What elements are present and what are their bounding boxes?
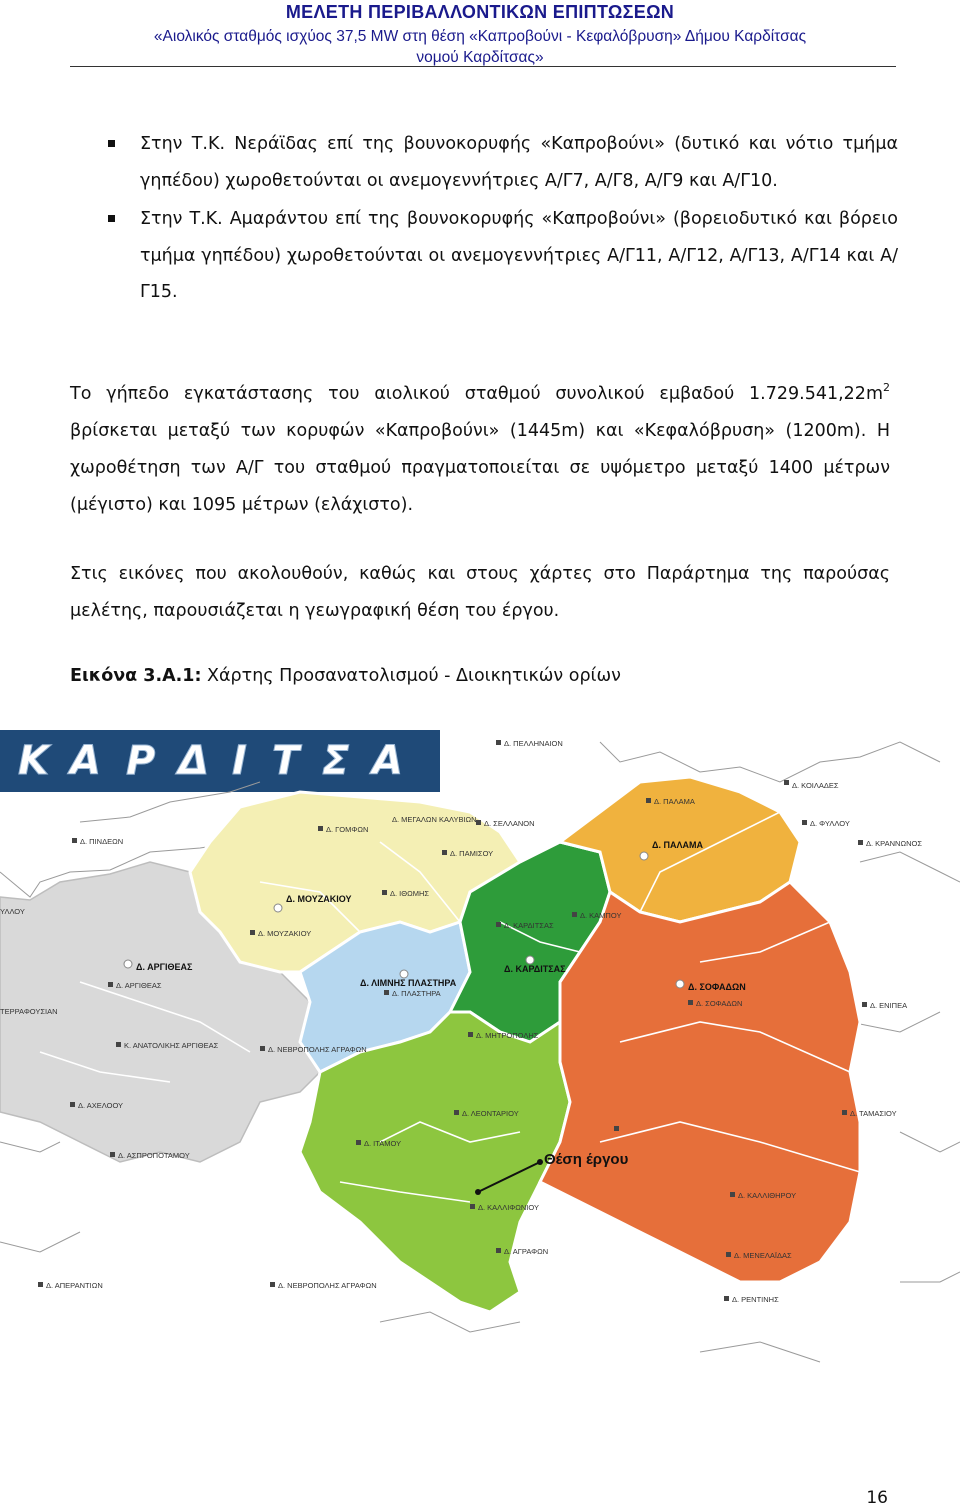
village-marker-icon bbox=[116, 1042, 121, 1047]
village-marker-icon bbox=[470, 1204, 475, 1209]
banner-letter: Α bbox=[372, 738, 403, 784]
map-label: ΥΛΛΟΥ bbox=[0, 907, 25, 916]
map-main-label: Δ. ΚΑΡΔΙΤΣΑΣ bbox=[504, 964, 566, 974]
banner-letter: Σ bbox=[322, 738, 350, 784]
village-marker-icon bbox=[614, 1126, 619, 1131]
village-marker-icon bbox=[646, 798, 651, 803]
map-main-label: Δ. ΑΡΓΙΘΕΑΣ bbox=[136, 962, 193, 972]
village-marker-icon bbox=[496, 740, 501, 745]
bullet-text: Στην Τ.Κ. Νεράϊδας επί της βουνοκορυφής «Καπροβούνι» (δυτικό και νότιο τμήμα γηπέδου) χωροθετούνται οι ανεμογεννήτριες Α/Γ7, Α/Γ8, Α/Γ9 και Α/Γ10. bbox=[140, 134, 898, 191]
map-label: Δ. ΑΣΠΡΟΠΟΤΑΜΟΥ bbox=[118, 1151, 190, 1160]
town-marker-icon bbox=[124, 960, 132, 968]
map-main-label: Δ. ΜΟΥΖΑΚΙΟΥ bbox=[286, 894, 352, 904]
map-label: Δ. ΠΑΛΑΜΑ bbox=[654, 797, 695, 806]
map-label: Δ. ΚΟΙΛΑΔΕΣ bbox=[792, 781, 839, 790]
village-marker-icon bbox=[468, 1032, 473, 1037]
square-bullet-icon bbox=[108, 140, 115, 147]
village-marker-icon bbox=[496, 1248, 501, 1253]
paragraph-site-area bbox=[70, 376, 890, 524]
document-subtitle-line1: «Αιολικός σταθμός ισχύος 37,5 MW στη θέση «Καπροβούνι - Κεφαλόβρυση» Δήμου Καρδίτσας bbox=[153, 28, 807, 45]
square-bullet-icon bbox=[108, 215, 115, 222]
village-marker-icon bbox=[724, 1296, 729, 1301]
map-label: Δ. ΝΕΒΡΟΠΟΛΗΣ ΑΓΡΑΦΩΝ bbox=[268, 1045, 367, 1054]
town-marker-icon bbox=[526, 956, 534, 964]
village-marker-icon bbox=[382, 890, 387, 895]
village-marker-icon bbox=[784, 780, 789, 785]
project-pointer-dot-icon bbox=[537, 1159, 543, 1165]
village-marker-icon bbox=[496, 922, 501, 927]
map-label: Δ. ΠΛΑΣΤΗΡΑ bbox=[392, 989, 441, 998]
village-marker-icon bbox=[802, 820, 807, 825]
bullet-text: Στην Τ.Κ. Αμαράντου επί της βουνοκορυφής «Καπροβούνι» (βορειοδυτικό και βόρειο τμήμα γηπέδου) χωροθετούνται οι ανεμογεννήτριες Α/Γ11, Α/Γ12, Α/Γ13, Α/Γ14 και Α/Γ15. bbox=[140, 209, 898, 302]
region-sofades bbox=[540, 882, 860, 1282]
map-label: Δ. ΜΕΓΑΛΩΝ ΚΑΛΥΒΙΩΝ bbox=[392, 815, 477, 824]
village-marker-icon bbox=[70, 1102, 75, 1107]
map-label: Κ. ΑΝΑΤΟΛΙΚΗΣ ΑΡΓΙΘΕΑΣ bbox=[124, 1041, 219, 1050]
map-label: Δ. ΑΠΕΡΑΝΤΙΩΝ bbox=[46, 1281, 103, 1290]
map-label: Δ. ΣΟΦΑΔΩΝ bbox=[696, 999, 743, 1008]
map-label: Δ. ΚΑΡΔΙΤΣΑΣ bbox=[504, 921, 554, 930]
map-label: Δ. ΜΕΝΕΛΑΪΔΑΣ bbox=[734, 1251, 792, 1260]
village-marker-icon bbox=[688, 1000, 693, 1005]
village-marker-icon bbox=[842, 1110, 847, 1115]
map-main-label: Δ. ΣΟΦΑΔΩΝ bbox=[688, 982, 746, 992]
village-marker-icon bbox=[730, 1192, 735, 1197]
banner-letter: Ι bbox=[232, 738, 247, 784]
map-label: Δ. ΓΟΜΦΩΝ bbox=[326, 825, 369, 834]
village-marker-icon bbox=[250, 930, 255, 935]
document-title: ΜΕΛΕΤΗ ΠΕΡΙΒΑΛΛΟΝΤΙΚΩΝ ΕΠΙΠΤΩΣΕΩΝ bbox=[285, 2, 675, 22]
bullet-item bbox=[108, 201, 898, 311]
map-label: Δ. ΡΕΝΤΙΝΗΣ bbox=[732, 1295, 779, 1304]
map-label: Δ. ΠΑΜΙΣΟΥ bbox=[450, 849, 494, 858]
village-marker-icon bbox=[260, 1046, 265, 1051]
map-label: Δ. ΑΧΕΛΟΟΥ bbox=[78, 1101, 124, 1110]
map-label: Δ. ΚΡΑΝΝΩΝΟΣ bbox=[866, 839, 922, 848]
paragraph-text: Το γήπεδο εγκατάστασης του αιολικού σταθμού συνολικού εμβαδού 1.729.541,22m bbox=[70, 384, 883, 404]
map-label: Δ. ΚΑΛΛΙΦΩΝΙΟΥ bbox=[478, 1203, 539, 1212]
village-marker-icon bbox=[572, 912, 577, 917]
map-label: Δ. ΕΝΙΠΕΑ bbox=[870, 1001, 908, 1010]
village-marker-icon bbox=[726, 1252, 731, 1257]
map-label: Δ. ΑΓΡΑΦΩΝ bbox=[504, 1247, 549, 1256]
map-label: Δ. ΠΙΝΔΕΩΝ bbox=[80, 837, 124, 846]
village-marker-icon bbox=[270, 1282, 275, 1287]
village-marker-icon bbox=[858, 840, 863, 845]
bullet-list bbox=[108, 126, 898, 313]
village-marker-icon bbox=[110, 1152, 115, 1157]
map-label: Δ. ΝΕΒΡΟΠΟΛΗΣ ΑΓΡΑΦΩΝ bbox=[278, 1281, 377, 1290]
village-marker-icon bbox=[862, 1002, 867, 1007]
village-marker-icon bbox=[442, 850, 447, 855]
superscript: 2 bbox=[883, 381, 890, 394]
map-label: Δ. ΣΕΛΛΑΝΟΝ bbox=[484, 819, 535, 828]
map-label: Δ. ΜΟΥΖΑΚΙΟΥ bbox=[258, 929, 312, 938]
caption-text: Χάρτης Προσανατολισμού - Διοικητικών ορίων bbox=[201, 666, 621, 686]
town-marker-icon bbox=[640, 852, 648, 860]
town-marker-icon bbox=[400, 970, 408, 978]
map-label: Δ. ΙΤΑΜΟΥ bbox=[364, 1139, 402, 1148]
banner-letter: Τ bbox=[272, 738, 300, 784]
map-label: Δ. ΙΘΩΜΗΣ bbox=[390, 889, 430, 898]
page-number: 16 bbox=[866, 1488, 888, 1508]
village-marker-icon bbox=[108, 982, 113, 987]
bullet-item bbox=[108, 126, 898, 199]
page-header bbox=[0, 0, 960, 68]
banner-letter: Δ bbox=[178, 738, 209, 784]
map-label: Δ. ΛΕΟΝΤΑΡΙΟΥ bbox=[462, 1109, 519, 1118]
map-label: Δ. ΚΑΛΛΙΘΗΡΟΥ bbox=[738, 1191, 797, 1200]
map-label: ΤΕΡΡΑΦΟΥΣΙΑΝ bbox=[0, 1007, 58, 1016]
map-main-label: Δ. ΠΑΛΑΜΑ bbox=[652, 840, 703, 850]
village-marker-icon bbox=[318, 826, 323, 831]
header-rule bbox=[70, 66, 896, 67]
map-main-label: Δ. ΛΙΜΝΗΣ ΠΛΑΣΤΗΡΑ bbox=[360, 978, 457, 988]
village-marker-icon bbox=[384, 990, 389, 995]
map-label: Δ. ΠΕΛΛΗΝΑΙΟΝ bbox=[504, 739, 563, 748]
village-marker-icon bbox=[356, 1140, 361, 1145]
banner-letter: Α bbox=[70, 738, 101, 784]
banner-letter: Κ bbox=[18, 738, 49, 784]
town-marker-icon bbox=[676, 980, 684, 988]
village-marker-icon bbox=[72, 838, 77, 843]
map-label: Δ. ΜΗΤΡΟΠΟΛΗΣ bbox=[476, 1031, 539, 1040]
paragraph-figures-intro: Στις εικόνες που ακολουθούν, καθώς και στους χάρτες στο Παράρτημα της παρούσας μελέτης, παρουσιάζεται η γεωγραφική θέση του έργου. bbox=[70, 564, 890, 621]
project-pointer-dot-icon bbox=[475, 1189, 481, 1195]
map-label: Δ. ΤΑΜΑΣΙΟΥ bbox=[850, 1109, 897, 1118]
map-label: Δ. ΑΡΓΙΘΕΑΣ bbox=[116, 981, 162, 990]
caption-label: Εικόνα 3.Α.1: bbox=[70, 666, 202, 686]
map-label: Δ. ΚΑΜΠΟΥ bbox=[580, 911, 622, 920]
project-location-label: Θέση έργου bbox=[544, 1151, 629, 1168]
village-marker-icon bbox=[476, 820, 481, 825]
figure-caption bbox=[70, 666, 621, 686]
document-subtitle-line2: νομού Καρδίτσας» bbox=[416, 49, 544, 66]
town-marker-icon bbox=[274, 904, 282, 912]
village-marker-icon bbox=[454, 1110, 459, 1115]
map-label: Δ. ΦΥΛΛΟΥ bbox=[810, 819, 850, 828]
banner-letter: Ρ bbox=[126, 738, 156, 784]
paragraph-text: βρίσκεται μεταξύ των κορυφών «Καπροβούνι» (1445m) και «Κεφαλόβρυση» (1200m). Η χωροθέτηση των Α/Γ του σταθμού πραγματοποιείται σε υψόμετρο μεταξύ 1400 μέτρων (μέγιστο) και 1095 μέτρων (ελάχιστο). bbox=[70, 421, 890, 515]
administrative-map bbox=[0, 722, 960, 1390]
village-marker-icon bbox=[38, 1282, 43, 1287]
